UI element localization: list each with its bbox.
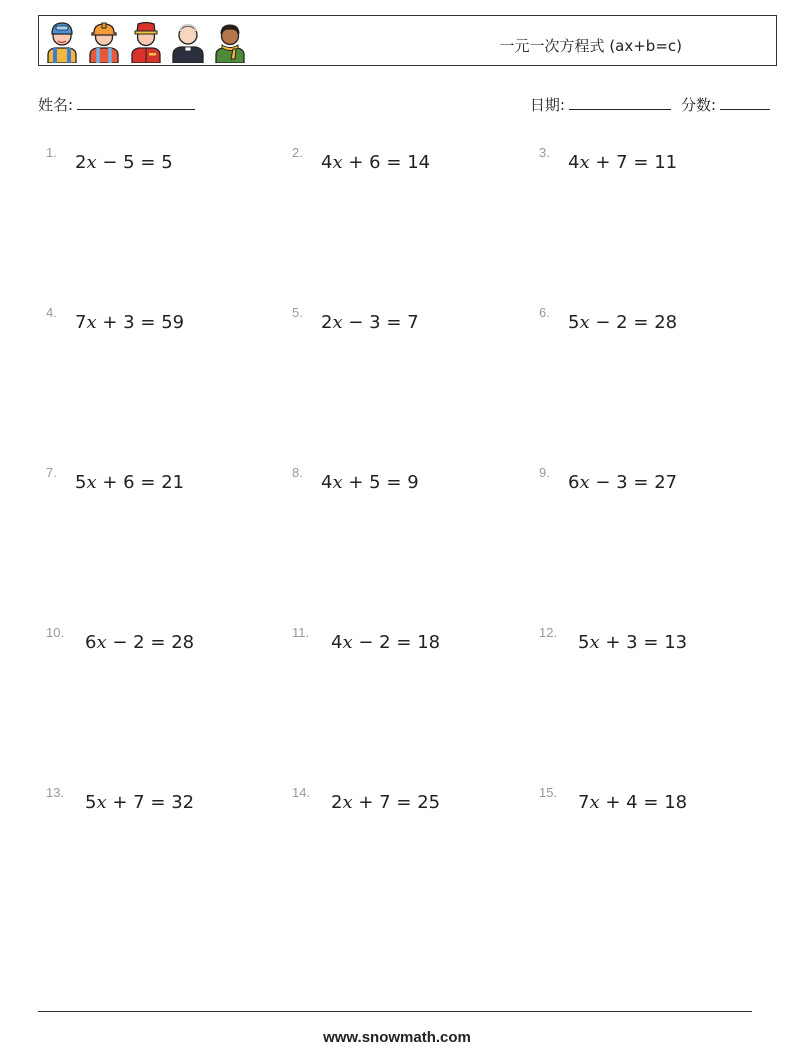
equation-b: 2 [133, 632, 145, 653]
problem-equation [85, 632, 194, 653]
equation-c: 14 [407, 152, 431, 173]
equation-a: 2 [75, 152, 87, 173]
equation-var: x [86, 312, 97, 333]
equation-eqsign: = [140, 472, 156, 493]
equation-var: x [342, 632, 353, 653]
problem-equation [578, 792, 687, 813]
equation-op: + [102, 472, 118, 493]
date-label: 日期: [529, 96, 565, 114]
equation-eqsign: = [396, 792, 412, 813]
equation-var: x [579, 312, 590, 333]
problem-number: 8. [292, 465, 303, 480]
equation-op: − [595, 472, 611, 493]
problem-number: 7. [46, 465, 57, 480]
equation-c: 32 [171, 792, 195, 813]
problem-equation [578, 632, 687, 653]
problem-equation [85, 792, 194, 813]
equation-c: 21 [161, 472, 185, 493]
problem-equation [568, 152, 677, 173]
equation-b: 3 [626, 632, 638, 653]
equation-op: + [358, 792, 374, 813]
equation-var: x [579, 152, 590, 173]
footer-website: www.snowmath.com [323, 1029, 471, 1046]
problem-number: 12. [539, 625, 558, 640]
equation-var: x [96, 632, 107, 653]
problem-equation [568, 312, 677, 333]
equation-c: 18 [664, 792, 688, 813]
score-blank[interactable] [720, 95, 770, 110]
problem-equation [331, 792, 440, 813]
equation-op: − [348, 312, 364, 333]
equation-a: 6 [568, 472, 580, 493]
equation-c: 28 [171, 632, 195, 653]
problem-equation [568, 472, 677, 493]
equation-b: 7 [616, 152, 628, 173]
equation-op: + [348, 152, 364, 173]
equation-a: 4 [321, 472, 333, 493]
equation-op: + [595, 152, 611, 173]
equation-op: + [605, 792, 621, 813]
equation-op: − [102, 152, 118, 173]
equation-a: 4 [568, 152, 580, 173]
problem-equation [321, 472, 419, 493]
equation-op: + [112, 792, 128, 813]
firefighter-avatar-icon [129, 19, 163, 63]
equation-op: + [605, 632, 621, 653]
equation-eqsign: = [150, 632, 166, 653]
problem-number: 14. [292, 785, 311, 800]
problem-number: 11. [292, 625, 310, 640]
equation-eqsign: = [633, 152, 649, 173]
name-label: 姓名: [38, 96, 74, 114]
scarf-person-avatar-icon [213, 19, 247, 63]
equation-op: − [595, 312, 611, 333]
equation-c: 27 [654, 472, 678, 493]
equation-eqsign: = [633, 472, 649, 493]
avatar-row [45, 19, 247, 63]
problem-equation [75, 152, 173, 173]
equation-c: 13 [664, 632, 688, 653]
equation-eqsign: = [633, 312, 649, 333]
equation-a: 2 [321, 312, 333, 333]
equation-a: 5 [75, 472, 87, 493]
problem-number: 1. [46, 145, 57, 160]
equation-var: x [332, 472, 343, 493]
equation-eqsign: = [386, 472, 402, 493]
equation-a: 4 [331, 632, 343, 653]
problem-equation [75, 312, 184, 333]
equation-a: 5 [85, 792, 97, 813]
footer-divider [38, 1011, 752, 1012]
problem-number: 5. [292, 305, 303, 320]
problem-number: 15. [539, 785, 558, 800]
equation-b: 7 [379, 792, 391, 813]
problem-number: 4. [46, 305, 57, 320]
problem-number: 3. [539, 145, 550, 160]
equation-eqsign: = [643, 792, 659, 813]
name-field [38, 94, 195, 115]
equation-b: 3 [123, 312, 135, 333]
equation-op: + [348, 472, 364, 493]
equation-c: 11 [654, 152, 678, 173]
equation-a: 4 [321, 152, 333, 173]
equation-var: x [579, 472, 590, 493]
score-label: 分数: [680, 96, 716, 114]
equation-op: − [112, 632, 128, 653]
equation-a: 6 [85, 632, 97, 653]
equation-c: 9 [407, 472, 419, 493]
equation-var: x [342, 792, 353, 813]
equation-var: x [86, 152, 97, 173]
equation-b: 6 [369, 152, 381, 173]
equation-a: 7 [578, 792, 590, 813]
equation-eqsign: = [150, 792, 166, 813]
worker-avatar-icon [45, 19, 79, 63]
problem-equation [75, 472, 184, 493]
equation-var: x [332, 152, 343, 173]
problem-number: 2. [292, 145, 303, 160]
problem-equation [321, 312, 419, 333]
equation-b: 2 [616, 312, 628, 333]
equation-b: 2 [379, 632, 391, 653]
problem-number: 6. [539, 305, 550, 320]
equation-eqsign: = [386, 312, 402, 333]
equation-var: x [86, 472, 97, 493]
problem-equation [321, 152, 430, 173]
equation-a: 2 [331, 792, 343, 813]
equation-b: 5 [369, 472, 381, 493]
equation-var: x [589, 632, 600, 653]
equation-b: 7 [133, 792, 145, 813]
equation-eqsign: = [140, 312, 156, 333]
equation-a: 5 [568, 312, 580, 333]
priest-avatar-icon [171, 19, 205, 63]
name-blank[interactable] [77, 95, 195, 110]
equation-a: 7 [75, 312, 87, 333]
equation-op: + [102, 312, 118, 333]
equation-c: 59 [161, 312, 185, 333]
equation-var: x [332, 312, 343, 333]
worksheet-header [38, 15, 777, 66]
equation-b: 5 [123, 152, 135, 173]
problem-number: 13. [46, 785, 65, 800]
equation-var: x [589, 792, 600, 813]
worksheet-title: 一元一次方程式 (ax+b=c) [499, 37, 682, 55]
equation-eqsign: = [396, 632, 412, 653]
equation-eqsign: = [386, 152, 402, 173]
equation-eqsign: = [643, 632, 659, 653]
problem-number: 10. [46, 625, 65, 640]
equation-c: 18 [417, 632, 441, 653]
equation-b: 3 [369, 312, 381, 333]
builder-avatar-icon [87, 19, 121, 63]
equation-b: 3 [616, 472, 628, 493]
equation-a: 5 [578, 632, 590, 653]
equation-c: 5 [161, 152, 173, 173]
problem-equation [331, 632, 440, 653]
equation-b: 4 [626, 792, 638, 813]
date-blank[interactable] [569, 95, 671, 110]
equation-c: 7 [407, 312, 419, 333]
date-score-fields [530, 94, 770, 115]
equation-eqsign: = [140, 152, 156, 173]
problem-number: 9. [539, 465, 550, 480]
equation-op: − [358, 632, 374, 653]
equation-var: x [96, 792, 107, 813]
equation-c: 25 [417, 792, 441, 813]
equation-b: 6 [123, 472, 135, 493]
equation-c: 28 [654, 312, 678, 333]
